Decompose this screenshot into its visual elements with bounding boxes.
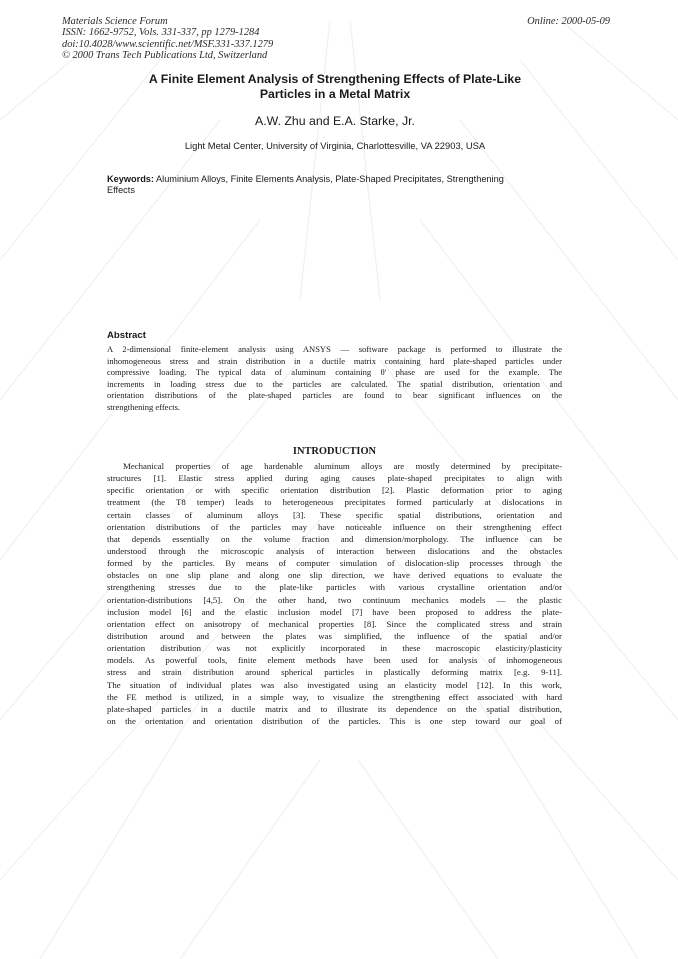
keywords-label: Keywords: xyxy=(107,174,154,184)
introduction-heading: INTRODUCTION xyxy=(292,446,377,457)
intro-line: structures [1]. Elastic stress applied during aging causes plate-shaped precipitates to align with xyxy=(107,473,562,484)
intro-line: certain classes of aluminum alloys [3]. These specific spatial distributions, orientation and xyxy=(107,509,562,520)
intro-line: formed by the particles. By means of computer simulation of dislocation-slip processes through the xyxy=(107,558,562,569)
intro-line: that depends essentially on the volume fraction and dimension/morphology. The influence can be xyxy=(107,533,562,544)
abstract-line: orientation distributions of the plate-shaped particles are found to bear significant influences on the xyxy=(107,390,562,400)
intro-line: strengthening stresses due to the plate-like particles with various crystalline orientation and/or xyxy=(107,582,562,593)
journal-name: Materials Science Forum xyxy=(62,16,168,27)
copyright-line: © 2000 Trans Tech Publications Ltd, Switzerland xyxy=(62,50,268,62)
intro-line: orientation distribution was not explicitly incorporated in these macroscopic elasticity/plasticity xyxy=(107,643,562,654)
doi-link[interactable]: doi:10.4028/www.scientific.net/MSF.331-337.1279 xyxy=(62,38,274,50)
intro-line: stress and strain distribution around spherical particles in plastically deforming matrix [e.g. 9-11]. xyxy=(107,667,562,678)
intro-line: orientation-distributions [4,5]. On the other hand, two continuum mechanics models — the plastic xyxy=(107,594,562,605)
affiliation: Light Metal Center, University of Virginia, Charlottesville, VA 22903, USA xyxy=(184,140,486,151)
intro-line: obstacles on one slip plane and along one slip direction, we have derived equations to evaluate the xyxy=(107,570,562,581)
abstract-line: A 2-dimensional finite-element analysis using ANSYS — software package is performed to illustrate the xyxy=(107,344,562,354)
keywords-text: Effects xyxy=(107,185,135,196)
online-date: Online: 2000-05-09 xyxy=(527,16,610,27)
keywords-text: Aluminium Alloys, Finite Elements Analysis, Plate-Shaped Precipitates, Strengthening xyxy=(156,174,504,184)
abstract-line: compressive loading. The typical data of aluminum containing θ' phase are used for the example. The xyxy=(107,367,562,377)
abstract-line: strengthening effects. xyxy=(107,401,181,412)
intro-line: Mechanical properties of age hardenable aluminum alloys are mostly determined by precipitate- xyxy=(123,461,562,471)
abstract-line: inhomogeneous stress and strain distribution in a ductile matrix containing hard plate-shaped particles under xyxy=(107,355,562,366)
abstract-heading: Abstract xyxy=(107,330,146,341)
intro-line: inclusion model [6] and the elastic inclusion model [7] have been proposed to address the plate- xyxy=(107,606,562,617)
keywords xyxy=(107,174,562,197)
paper-title xyxy=(100,72,570,101)
intro-line: the FE method is utilized, in a simple way, to visualize the strengthening effect associated with hard xyxy=(107,691,562,702)
intro-line: distribution around and between the plates was simplified, the influence of the spatial and/or xyxy=(107,630,562,641)
intro-line: plate-shaped particles in a ductile matrix and to illustrate its dependence on the spatial distribution, xyxy=(107,703,562,714)
intro-line: specific orientation or with specific orientation distribution [2]. Plastic deformation prior to aging xyxy=(107,485,562,496)
intro-line: understood through the microscopic analysis of interaction between dislocations and the obstacles xyxy=(107,545,562,556)
introduction-body xyxy=(107,460,562,727)
abstract-line: increments in loading stress due to the particles are calculated. The spatial distribution, orientation and xyxy=(107,378,562,389)
intro-line: on the orientation and orientation distribution of the particles. This is one step toward our goal of xyxy=(107,715,562,726)
issn-line: ISSN: 1662-9752, Vols. 331-337, pp 1279-1284 xyxy=(62,27,260,39)
intro-line: orientation distributions of the particles may have noticeable influence on their strengthening effect xyxy=(107,521,562,532)
title-line: A Finite Element Analysis of Strengthening Effects of Plate-Like xyxy=(148,72,522,86)
title-line: Particles in a Metal Matrix xyxy=(259,86,411,101)
abstract-body xyxy=(107,344,562,413)
authors: A.W. Zhu and E.A. Starke, Jr. xyxy=(255,114,415,128)
intro-line: The situation of individual plates was also investigated using an elasticity model [12]. In this work, xyxy=(107,679,562,690)
intro-line: models. As powerful tools, finite element methods have been used for analysis of inhomogeneous xyxy=(107,655,562,666)
intro-line: treatment (the T8 temper) leads to heterogeneous precipitates formed particularly at dislocations in xyxy=(107,497,562,508)
journal-metadata xyxy=(62,16,273,62)
intro-line: orientation effect on anisotropy of mechanical properties [8]. Since the complicated stress and strain xyxy=(107,618,562,629)
